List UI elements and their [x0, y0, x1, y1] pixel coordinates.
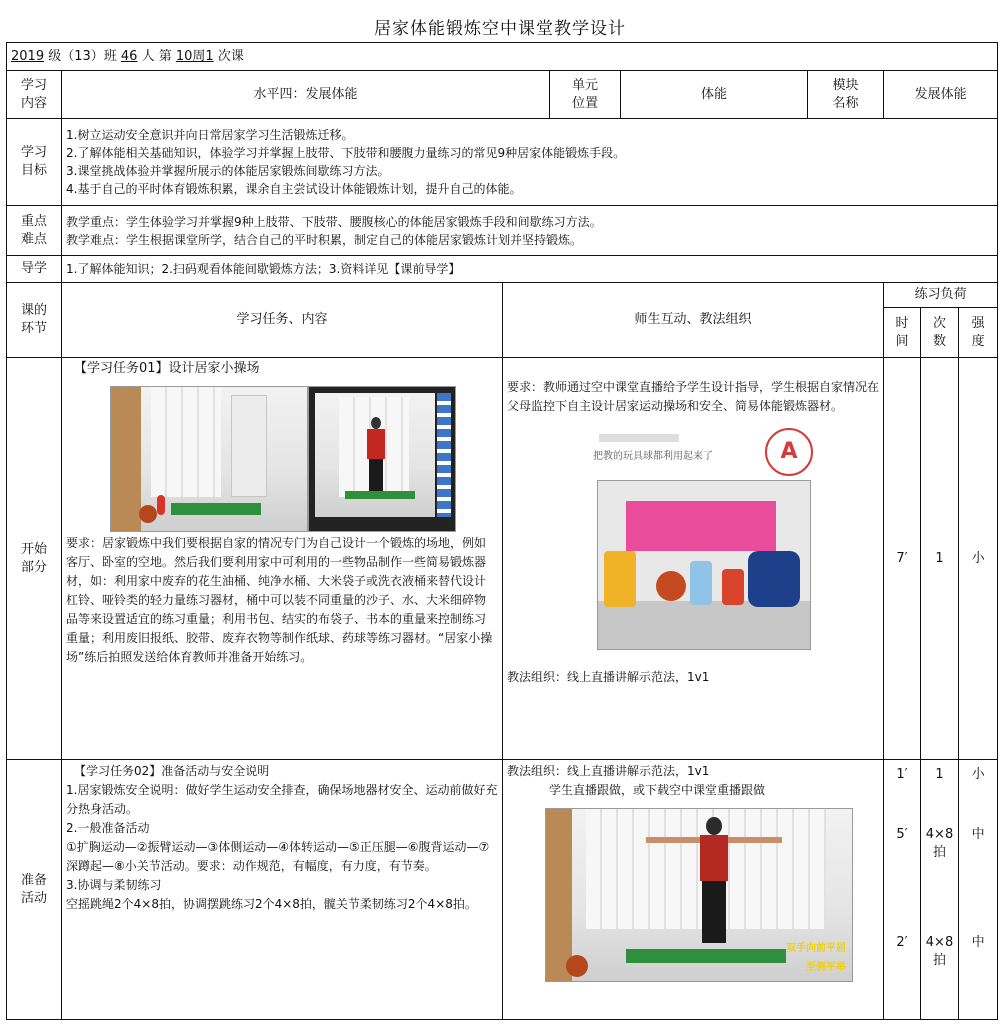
key-point: 教学重点：学生体验学习并掌握9种上肢带、下肢带、腰腹核心的体能居家锻炼手段和间歇练习方法。	[66, 214, 602, 229]
prep-count-3: 4×8 拍	[925, 935, 954, 968]
goal-item: 1.树立运动安全意识并向日常居家学习生活锻炼迁移。	[66, 128, 354, 142]
class-week: 10周	[175, 48, 206, 64]
header-task: 学习任务、内容	[62, 283, 503, 358]
prep-intensity-3: 中	[971, 935, 985, 950]
header-intensity: 强 度	[959, 308, 998, 358]
prep-method-2: 学生直播跟做，或下载空中课堂重播跟做	[549, 783, 766, 797]
module-label: 模块 名称	[808, 71, 884, 119]
prep-count-2: 4×8 拍	[925, 827, 954, 860]
goals-row	[7, 119, 998, 206]
header-load: 练习负荷	[884, 283, 998, 308]
class-session: 1	[205, 48, 214, 64]
prep-item: 2.一般准备活动	[66, 821, 150, 835]
goals-label: 学习 目标	[7, 119, 62, 206]
content-row	[7, 71, 998, 119]
content-label: 学习 内容	[7, 71, 62, 119]
prep-task-title: 【学习任务02】准备活动与安全说明	[74, 764, 270, 778]
key-row	[7, 206, 998, 256]
prep-time-2: 5′	[896, 827, 908, 842]
class-year: 2019	[11, 48, 45, 64]
goal-item: 4.基于自己的平时体育锻炼积累，课余自主尝试设计体能锻炼计划，提升自己的体能。	[66, 182, 522, 196]
start-interaction-cell	[503, 358, 884, 760]
prep-time-1: 1′	[896, 767, 908, 782]
header-row-1	[7, 283, 998, 308]
start-section-row	[7, 358, 998, 760]
module-value: 发展体能	[884, 71, 998, 119]
prep-item: ①扩胸运动—②振臂运动—③体侧运动—④体转运动—⑤正压腿—⑥腹背运动—⑦深蹲起—⑧小关节活动。要求：动作规范，有幅度，有力度，有节奏。	[66, 840, 490, 873]
prep-section-row	[7, 760, 998, 1020]
equipment-photo-area	[507, 424, 879, 654]
prep-count-1: 1	[935, 767, 944, 782]
start-task-title: 【学习任务01】设计居家小操场	[74, 361, 260, 376]
warmup-photo	[545, 808, 853, 982]
class-students: 46	[120, 48, 138, 64]
prep-item: 1.居家锻炼安全说明：做好学生运动安全排查，确保场地器材安全、运动前做好充分热身活动。	[66, 783, 498, 816]
approval-stamp: A	[765, 428, 813, 476]
student-room-photo	[308, 386, 456, 532]
equipment-photo	[597, 480, 811, 650]
class-year-suffix: 级（13）班	[44, 48, 121, 64]
prep-count-cell	[921, 760, 959, 1020]
start-task-cell	[62, 358, 503, 760]
goals-list	[62, 119, 998, 206]
class-students-suffix: 人 第	[137, 48, 176, 64]
goal-item: 2.了解体能相关基础知识，体验学习并掌握上肢带、下肢带和腰腹力量练习的常见9种居家体能锻炼手段。	[66, 146, 626, 160]
lesson-plan-table	[6, 42, 998, 1020]
start-time: 7′	[884, 358, 921, 760]
content-level: 水平四：发展体能	[62, 71, 550, 119]
photo-caption: 把教的玩具球都利用起来了	[593, 451, 713, 462]
guide-row	[7, 256, 998, 283]
prep-intensity-1: 小	[971, 767, 985, 782]
prep-method: 教法组织：线上直播讲解示范法，1v1	[507, 764, 710, 778]
prep-intensity-cell	[959, 760, 998, 1020]
home-room-photo	[110, 386, 308, 532]
start-count: 1	[921, 358, 959, 760]
warmup-caption: 双手向前平屈 至侧平举	[786, 943, 846, 973]
unit-label: 单元 位置	[550, 71, 621, 119]
start-method: 教法组织：线上直播讲解示范法，1v1	[507, 670, 710, 684]
header-count: 次 数	[921, 308, 959, 358]
key-difficulty: 教学难点：学生根据课堂所学，结合自己的平时积累，制定自己的体能居家锻炼计划并坚持锻炼。	[66, 232, 583, 247]
header-stage: 课的 环节	[7, 283, 62, 358]
header-time: 时 间	[884, 308, 921, 358]
guide-text: 1.了解体能知识；2.扫码观看体能间歇锻炼方法；3.资料详见【课前导学】	[62, 256, 998, 283]
start-interaction-text: 要求：教师通过空中课堂直播给予学生设计指导，学生根据自家情况在父母监控下自主设计居家运动操场和安全、简易体能锻炼器材。	[507, 380, 880, 413]
prep-task-cell	[62, 760, 503, 1020]
start-stage: 开始 部分	[7, 358, 62, 760]
class-session-suffix: 次课	[213, 48, 244, 64]
class-info-row	[7, 43, 998, 71]
prep-time-cell	[884, 760, 921, 1020]
document-title: 居家体能锻炼空中课堂教学设计	[374, 19, 626, 39]
class-info	[7, 43, 998, 71]
start-intensity: 小	[959, 358, 998, 760]
start-task-text: 要求：居家锻炼中我们要根据自家的情况专门为自己设计一个锻炼的场地，例如客厅、卧室的空地。然后我们要利用家中可利用的一些物品制作一些简易锻炼器材，如：利用家中废弃的花生油桶、纯净水桶、大米袋子或洗衣液桶来替代设计杠铃、哑铃类的轻力量练习器材，桶中可以装不同重量的沙子、水、大米细碎物品等来设置适宜的练习重量；利用书包、结实的布袋子、书本的重量来控制练习重量；利用废旧报纸、胶带、废弃衣物等制作纸球、药球等练习器材。“居家小操场”练后拍照发送给体育教师并准备开始练习。	[66, 536, 493, 664]
guide-label: 导学	[7, 256, 62, 283]
prep-intensity-2: 中	[971, 827, 985, 842]
prep-item: 3.协调与柔韧练习	[66, 878, 162, 892]
prep-time-3: 2′	[896, 935, 908, 950]
key-list	[62, 206, 998, 256]
prep-stage: 准备 活动	[7, 760, 62, 1020]
header-interaction: 师生互动、教法组织	[503, 283, 884, 358]
start-photos	[66, 384, 498, 534]
goal-item: 3.课堂挑战体验并掌握所展示的体能居家锻炼间歇练习方法。	[66, 164, 390, 178]
unit-value: 体能	[621, 71, 808, 119]
prep-interaction-cell	[503, 760, 884, 1020]
key-label: 重点 难点	[7, 206, 62, 256]
prep-item: 空摇跳绳2个4×8拍，协调摆跳练习2个4×8拍，髋关节柔韧练习2个4×8拍。	[66, 897, 477, 911]
